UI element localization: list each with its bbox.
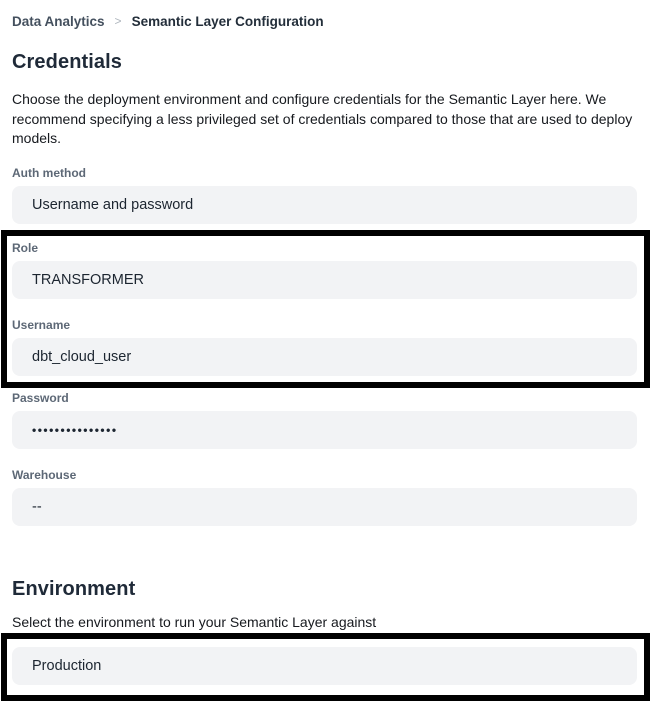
field-group-auth-method (12, 166, 637, 224)
auth-method-input[interactable] (12, 186, 637, 224)
breadcrumb-item-data-analytics[interactable]: Data Analytics (12, 14, 105, 29)
credentials-description: Choose the deployment environment and configure credentials for the Semantic Layer here. We recommend specifying a less privileged set of credentials compared to those that are used to deploy models. (12, 91, 633, 146)
username-value: dbt_cloud_user (32, 348, 132, 365)
chevron-right-icon: > (114, 14, 122, 28)
field-group-username (12, 318, 637, 376)
field-group-password (12, 391, 637, 449)
auth-method-value: Username and password (32, 196, 194, 213)
environment-value: Production (32, 657, 102, 674)
role-label: Role (12, 240, 39, 255)
password-input[interactable] (12, 411, 637, 449)
warehouse-label: Warehouse (12, 467, 77, 482)
environment-select[interactable] (12, 647, 637, 685)
field-group-role (12, 241, 637, 299)
credentials-title: Credentials (12, 51, 123, 73)
warehouse-value: -- (32, 498, 42, 515)
warehouse-input[interactable] (12, 488, 637, 526)
auth-method-label: Auth method (12, 165, 86, 180)
highlight-box-role-username (1, 230, 650, 388)
password-value: ••••••••••••••• (32, 422, 118, 437)
username-label: Username (12, 317, 71, 332)
credentials-section (12, 51, 637, 526)
breadcrumb (12, 14, 637, 29)
field-group-environment (12, 647, 637, 685)
environment-title: Environment (12, 577, 136, 600)
role-value: TRANSFORMER (32, 271, 144, 288)
environment-section (12, 578, 637, 701)
field-group-warehouse (12, 468, 637, 526)
environment-description: Select the environment to run your Semantic Layer against (12, 613, 377, 630)
role-input[interactable] (12, 261, 637, 299)
highlight-box-environment (1, 633, 650, 701)
username-input[interactable] (12, 338, 637, 376)
password-label: Password (12, 390, 69, 405)
breadcrumb-item-current: Semantic Layer Configuration (131, 14, 324, 29)
